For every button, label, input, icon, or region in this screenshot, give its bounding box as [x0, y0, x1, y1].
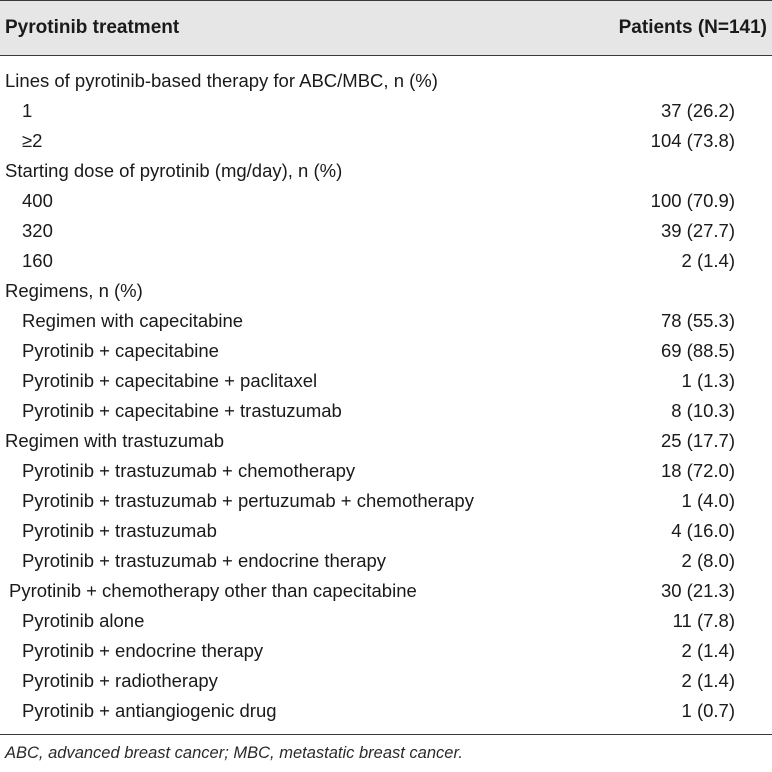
- table-row: [0, 546, 772, 576]
- row-label: Starting dose of pyrotinib (mg/day), n (%): [5, 160, 343, 181]
- row-label: Pyrotinib alone: [22, 610, 145, 631]
- row-label: 160: [22, 250, 53, 271]
- table-row: [0, 366, 772, 396]
- table-row: [0, 186, 772, 216]
- row-label: Pyrotinib + trastuzumab: [22, 520, 217, 541]
- row-label: 320: [22, 220, 53, 241]
- table-row: [0, 636, 772, 666]
- row-value: 2 (1.4): [681, 670, 735, 691]
- header-treatment: Pyrotinib treatment: [5, 17, 180, 38]
- row-label: Pyrotinib + trastuzumab + chemotherapy: [22, 460, 356, 481]
- table-header: [0, 0, 772, 56]
- row-label: Pyrotinib + endocrine therapy: [22, 640, 264, 661]
- table-row: [0, 246, 772, 276]
- row-label: ≥2: [22, 130, 43, 151]
- row-value: 37 (26.2): [660, 100, 735, 121]
- table-row: [0, 306, 772, 336]
- row-label: Pyrotinib + chemotherapy other than capecitabine: [9, 580, 417, 601]
- row-value: 104 (73.8): [650, 130, 735, 151]
- row-value: 11 (7.8): [672, 610, 735, 631]
- row-label: 400: [22, 190, 53, 211]
- row-value: 2 (8.0): [681, 550, 735, 571]
- table-row: [0, 96, 772, 126]
- row-value: 69 (88.5): [660, 340, 735, 361]
- row-label: Regimen with capecitabine: [22, 310, 244, 331]
- table-footnote: ABC, advanced breast cancer; MBC, metastatic breast cancer.: [5, 744, 463, 762]
- row-value: 1 (4.0): [681, 490, 735, 511]
- row-value: 30 (21.3): [660, 580, 735, 601]
- row-value: 78 (55.3): [660, 310, 735, 331]
- table-row: [0, 216, 772, 246]
- table-row: [0, 426, 772, 456]
- row-label: Pyrotinib + trastuzumab + pertuzumab + chemotherapy: [22, 490, 474, 511]
- row-value: 1 (1.3): [681, 370, 735, 391]
- table-row: [0, 486, 772, 516]
- table-row: [0, 126, 772, 156]
- row-label: Pyrotinib + capecitabine + paclitaxel: [22, 370, 318, 391]
- row-value: 25 (17.7): [660, 430, 735, 451]
- row-value: 8 (10.3): [671, 400, 735, 421]
- table-row: [0, 336, 772, 366]
- table-row: [0, 576, 772, 606]
- row-label: Lines of pyrotinib-based therapy for ABC/MBC, n (%): [5, 70, 438, 91]
- table-row: [0, 396, 772, 426]
- table-row: [0, 696, 772, 726]
- row-value: 39 (27.7): [660, 220, 735, 241]
- table-row: [0, 666, 772, 696]
- table-body: [0, 56, 772, 726]
- row-label: Pyrotinib + antiangiogenic drug: [22, 700, 277, 721]
- table-row: [0, 156, 772, 186]
- row-label: Pyrotinib + trastuzumab + endocrine therapy: [22, 550, 387, 571]
- table-row: [0, 606, 772, 636]
- header-patients: Patients (N=141): [618, 17, 767, 38]
- row-value: 4 (16.0): [671, 520, 735, 541]
- row-value: 100 (70.9): [650, 190, 735, 211]
- row-label: Pyrotinib + capecitabine + trastuzumab: [22, 400, 342, 421]
- table-row: [0, 66, 772, 96]
- row-value: 2 (1.4): [681, 250, 735, 271]
- row-value: 1 (0.7): [681, 700, 735, 721]
- row-label: Pyrotinib + capecitabine: [22, 340, 219, 361]
- row-label: Regimens, n (%): [5, 280, 143, 301]
- row-label: Pyrotinib + radiotherapy: [22, 670, 218, 691]
- table-row: [0, 276, 772, 306]
- row-value: 18 (72.0): [660, 460, 735, 481]
- table-row: [0, 456, 772, 486]
- row-label: Regimen with trastuzumab: [5, 430, 225, 451]
- row-label: 1: [22, 100, 33, 121]
- table-row: [0, 516, 772, 546]
- row-value: 2 (1.4): [681, 640, 735, 661]
